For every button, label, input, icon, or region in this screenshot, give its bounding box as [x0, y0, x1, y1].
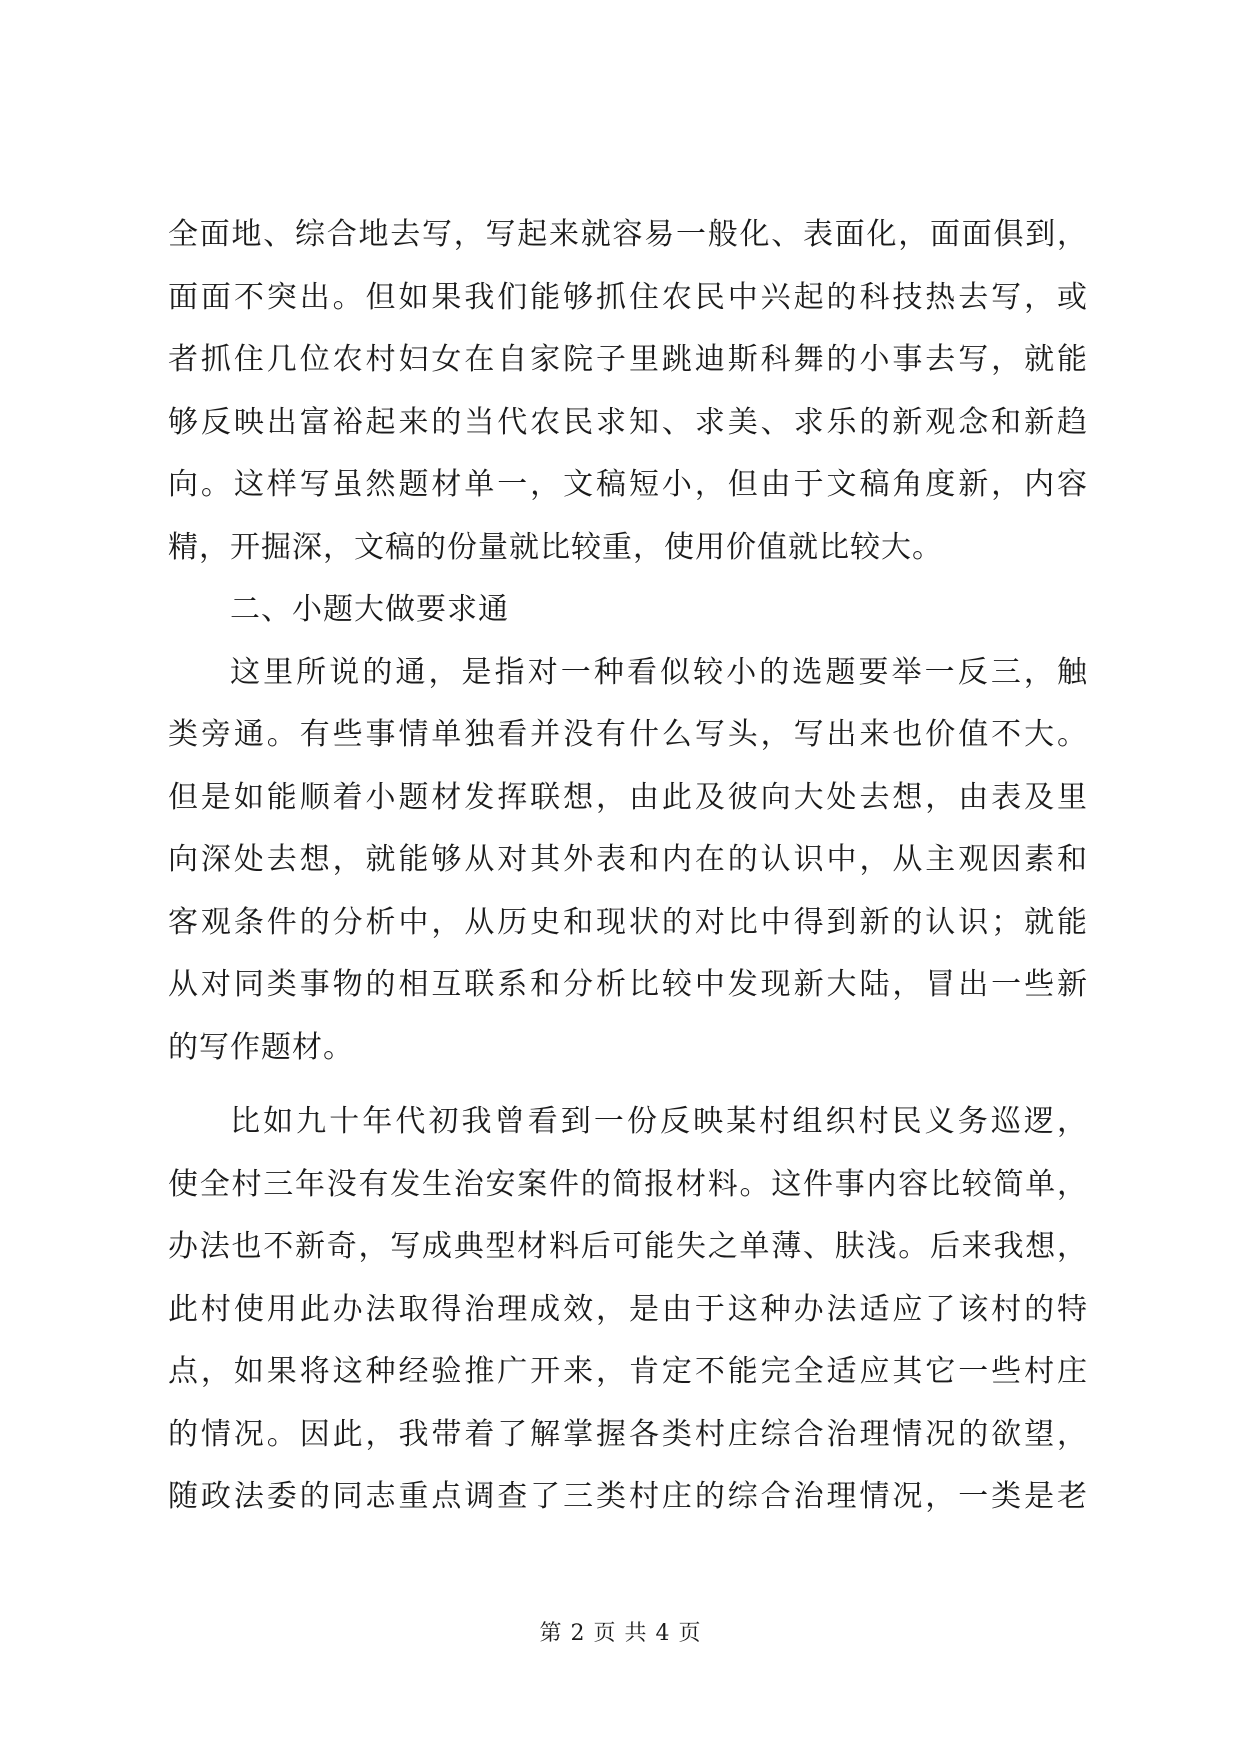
document-body [168, 204, 1088, 1529]
text-line: 向。这样写虽然题材单一，文稿短小，但由于文稿角度新，内容 [168, 467, 1088, 502]
text-line: 全面地、综合地去写，写起来就容易一般化、表面化，面面俱到， [168, 217, 1088, 252]
text-line: 随政法委的同志重点调查了三类村庄的综合治理情况，一类是老 [168, 1479, 1088, 1514]
section-heading: 二、小题大做要求通 [230, 592, 509, 627]
text-line: 从对同类事物的相互联系和分析比较中发现新大陆，冒出一些新 [168, 967, 1088, 1002]
text-line: 的写作题材。 [168, 1029, 354, 1065]
text-line: 精，开掘深，文稿的份量就比较重，使用价值就比较大。 [168, 529, 943, 565]
page-number-footer: 第 2 页 共 4 页 [539, 1621, 702, 1646]
paragraph-first-line: 这里所说的通，是指对一种看似较小的选题要举一反三，触 [230, 654, 1088, 690]
text-line: 类旁通。有些事情单独看并没有什么写头，写出来也价值不大。 [168, 717, 1088, 752]
text-line: 面面不突出。但如果我们能够抓住农民中兴起的科技热去写，或 [168, 279, 1088, 315]
text-line: 此村使用此办法取得治理成效，是由于这种办法适应了该村的特 [168, 1291, 1088, 1327]
text-line: 者抓住几位农村妇女在自家院子里跳迪斯科舞的小事去写，就能 [168, 342, 1088, 377]
text-line: 但是如能顺着小题材发挥联想，由此及彼向大处去想，由表及里 [168, 779, 1088, 815]
text-line: 的情况。因此，我带着了解掌握各类村庄综合治理情况的欲望， [168, 1416, 1088, 1452]
text-line: 使全村三年没有发生治安案件的简报材料。这件事内容比较简单， [168, 1166, 1088, 1202]
text-line: 办法也不新奇，写成典型材料后可能失之单薄、肤浅。后来我想， [168, 1229, 1088, 1264]
text-line: 向深处去想，就能够从对其外表和内在的认识中，从主观因素和 [168, 842, 1088, 877]
paragraph-first-line: 比如九十年代初我曾看到一份反映某村组织村民义务巡逻， [230, 1104, 1088, 1139]
text-line: 客观条件的分析中，从历史和现状的对比中得到新的认识；就能 [168, 904, 1088, 940]
text-line: 够反映出富裕起来的当代农民求知、求美、求乐的新观念和新趋 [168, 404, 1088, 440]
text-line: 点，如果将这种经验推广开来，肯定不能完全适应其它一些村庄 [168, 1354, 1088, 1389]
